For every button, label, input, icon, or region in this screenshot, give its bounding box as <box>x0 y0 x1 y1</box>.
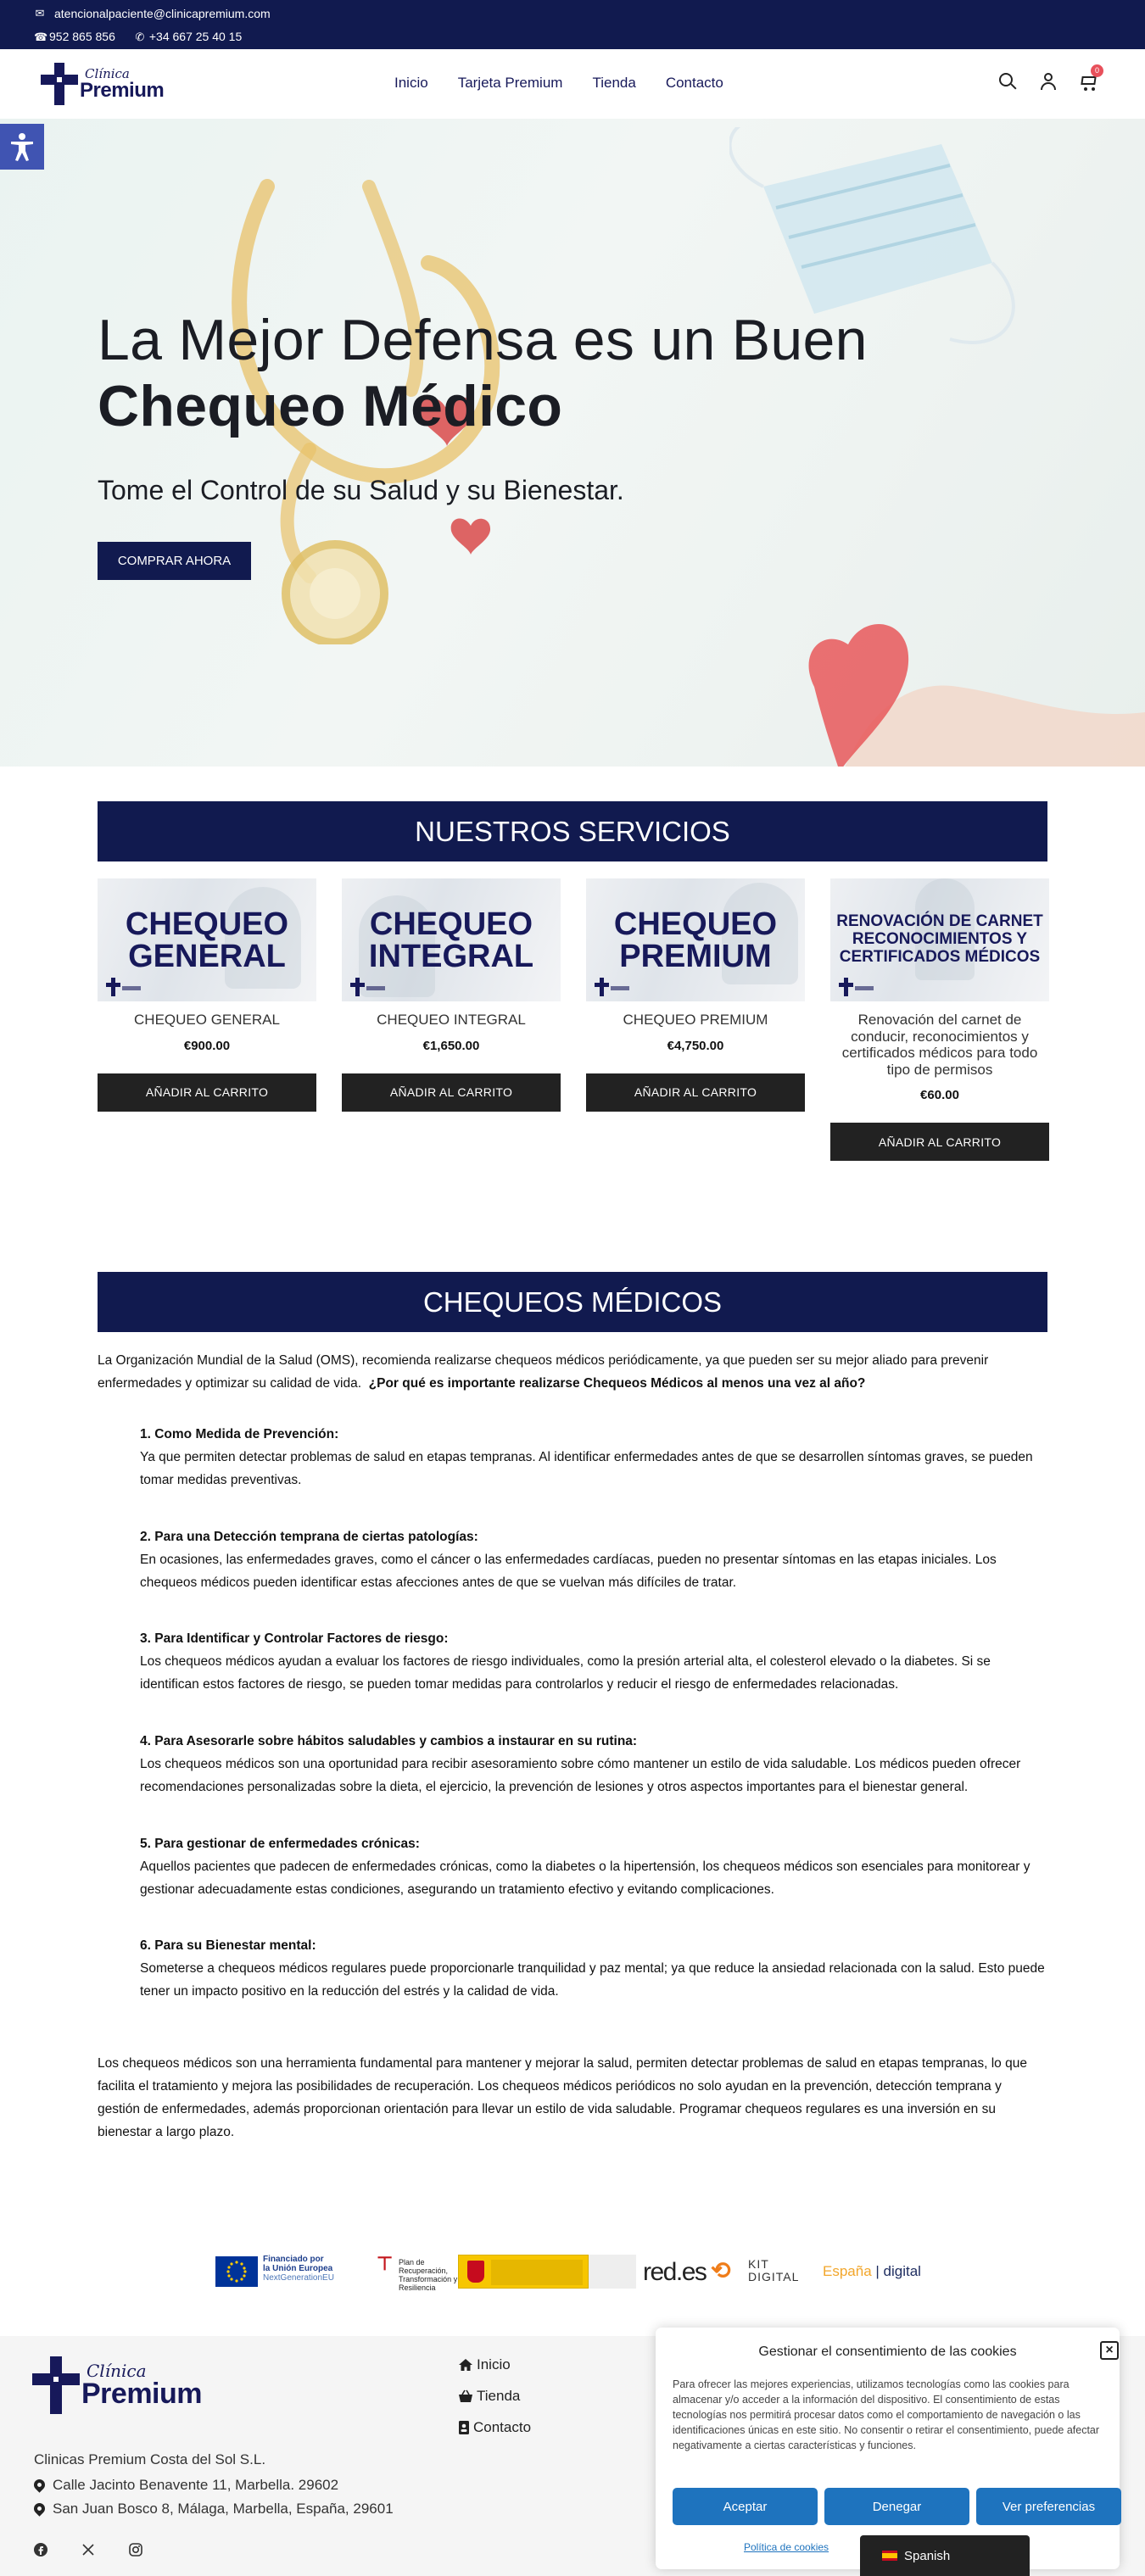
facebook-icon[interactable] <box>34 2543 47 2561</box>
checkup-point <box>140 1832 1047 1901</box>
address-line: Calle Jacinto Benavente 11, Marbella. 29602 <box>34 2477 338 2494</box>
add-to-cart-button[interactable]: AÑADIR AL CARRITO <box>98 1073 316 1112</box>
accessibility-icon <box>9 132 35 161</box>
point-text: Aquellos pacientes que padecen de enfermedades crónicas, como la diabetes o la hipertensión, los chequeos médicos son esenciales para monitorear y gestionar adecuadamente estas condiciones, asegurando un tratamiento efectivo y evitando complicaciones. <box>140 1860 1030 1897</box>
site-header <box>0 49 1145 119</box>
eu-flag-icon <box>215 2256 258 2287</box>
hero-title-line2: Chequeo Médico <box>98 374 563 439</box>
intro-text: La Organización Mundial de la Salud (OMS), recomienda realizarse chequeos médicos periódicamente, ya que pueden ser su mejor aliado para prevenir enfermedades y optimizar su calidad de vida. <box>98 1353 989 1391</box>
checkups-heading: CHEQUEOS MÉDICOS <box>98 1272 1047 1332</box>
nav-contacto[interactable]: Contacto <box>665 75 723 91</box>
product-price: €60.00 <box>920 1088 959 1103</box>
hero-banner <box>0 119 1145 767</box>
spain-shield-icon <box>467 2261 484 2283</box>
checkups-closing: Los chequeos médicos son una herramienta fundamental para mantener y mejorar la salud, permiten detectar problemas de salud en etapas tempranas, lo que facilita el tratamiento y mejora las posibilidades de recuperación. Los chequeos médicos periódicos no solo ayudan en la prevención, detección temprana y gestión de enfermedades, además proporcionan orientación para llevar un estilo de vida saludable. Programar chequeos regulares es una inversión en su bienestar a largo plazo. <box>98 2056 1027 2139</box>
recovery-plan-logo: ⊤ Plan de Recuperación, Transformación y Resiliencia <box>377 2253 458 2292</box>
government-ministry-logo <box>589 2255 636 2289</box>
checkups-intro <box>98 1349 1047 1395</box>
hero-title-line1: La Mejor Defensa es un Buen <box>98 308 868 372</box>
point-text: Someterse a chequeos médicos regulares puede proporcionarle tranquilidad y paz mental; ya que reduce la ansiedad relacionada con la salud. Esto puede tener un impacto positivo en la reducción del estrés y la calidad de vida. <box>140 1961 1045 1999</box>
product-name[interactable]: Renovación del carnet de conducir, reconocimientos y certificados médicos para todo tipo de permisos <box>841 1012 1038 1078</box>
accessibility-button[interactable] <box>0 124 44 170</box>
add-to-cart-button[interactable]: AÑADIR AL CARRITO <box>830 1123 1049 1161</box>
hero-title <box>98 307 946 439</box>
product-thumbnail[interactable] <box>98 878 316 1001</box>
product-card <box>586 878 805 1161</box>
point-title: 3. Para Identificar y Controlar Factores de riesgo: <box>140 1631 449 1646</box>
product-card <box>98 878 316 1161</box>
cookie-consent-dialog <box>656 2328 1120 2569</box>
footer-link-contacto[interactable]: Contacto <box>458 2419 531 2436</box>
contact-phone[interactable]: 952 865 856 <box>49 30 115 43</box>
instagram-icon[interactable] <box>129 2543 142 2561</box>
cookie-body: Para ofrecer las mejores experiencias, utilizamos tecnologías como las cookies para almacenar y/o acceder a la información del dispositivo. El consentimiento de estas tecnologías nos permitirá procesar datos como el comportamiento de navegación o las identificaciones únicas en este sitio. No consentir o retirar el consentimiento, puede afectar negativamente a ciertas características y funciones. <box>673 2378 1100 2451</box>
logo-cross-icon <box>41 63 78 105</box>
cookie-preferences-button[interactable]: Ver preferencias <box>976 2488 1121 2525</box>
comprar-ahora-button[interactable]: COMPRAR AHORA <box>98 542 251 580</box>
kit-digital-mark-icon: ⟲ <box>711 2257 731 2283</box>
product-grid <box>98 878 1047 1161</box>
thumb-logo-icon <box>839 978 876 996</box>
thumb-logo-icon <box>106 978 143 996</box>
point-text: Los chequeos médicos ayudan a evaluar los factores de riesgo individuales, como la presión arterial alta, el colesterol elevado o la diabetes. Si se identifican estos factores de riesgo, se pueden tomar medidas para controlarlos y reducir el riesgo de enfermedades relacionadas. <box>140 1654 991 1692</box>
footer-logo-line2: Premium <box>81 2378 202 2410</box>
point-text: Los chequeos médicos son una oportunidad para recibir asesoramiento sobre cómo mantener un estilo de vida saludable. Los médicos pueden ofrecer recomendaciones personalizadas sobre la dieta, el ejercicio, la prevención de lesiones y otros aspectos importantes para el bienestar general. <box>140 1757 1021 1794</box>
checkup-point <box>140 1423 1047 1492</box>
checkup-point <box>140 1730 1047 1798</box>
top-contact-bar <box>0 0 1145 49</box>
cookie-title: Gestionar el consentimiento de las cookies <box>758 2345 1017 2359</box>
checkup-point <box>140 1525 1047 1594</box>
contact-card-icon <box>458 2421 470 2434</box>
basket-icon <box>458 2389 473 2403</box>
product-thumbnail[interactable] <box>830 878 1049 1001</box>
point-title: 5. Para gestionar de enfermedades crónicas: <box>140 1837 420 1851</box>
thumb-title: RENOVACIÓN DE CARNET RECONOCIMIENTOS Y CERTIFICADOS MÉDICOS <box>836 912 1043 966</box>
header-icons <box>997 66 1099 92</box>
cart-count-badge: 0 <box>1091 64 1103 77</box>
footer-link-inicio[interactable]: Inicio <box>458 2356 511 2373</box>
eu-funding-text: Financiado por la Unión Europea NextGenerationEU <box>263 2255 334 2283</box>
user-icon[interactable] <box>1038 71 1058 92</box>
close-icon[interactable]: × <box>1100 2341 1119 2360</box>
logo-line2: Premium <box>80 78 165 102</box>
thumb-logo-icon <box>595 978 632 996</box>
product-thumbnail[interactable] <box>586 878 805 1001</box>
product-name[interactable]: CHEQUEO GENERAL <box>134 1012 280 1028</box>
whatsapp-icon: ✆ <box>135 31 145 43</box>
government-spain-logo <box>458 2255 589 2289</box>
cart-icon[interactable] <box>1079 66 1099 92</box>
language-switcher[interactable] <box>860 2535 1030 2576</box>
product-price: €4,750.00 <box>667 1038 724 1053</box>
footer-logo[interactable] <box>32 2356 202 2414</box>
recovery-plan-mark-icon: ⊤ <box>377 2253 394 2274</box>
checkup-point <box>140 1934 1047 2003</box>
footer-logo-line1: Clínica <box>87 2361 147 2381</box>
services-heading: NUESTROS SERVICIOS <box>98 801 1047 861</box>
nav-inicio[interactable]: Inicio <box>394 75 428 91</box>
envelope-icon: ✉ <box>35 7 45 20</box>
point-text: Ya que permiten detectar problemas de salud en etapas tempranas. Al identificar enfermedades antes de que se desarrollen síntomas graves, se pueden tomar medidas preventivas. <box>140 1450 1033 1487</box>
main-nav <box>394 73 723 93</box>
map-pin-icon <box>31 2477 47 2492</box>
thumb-title: CHEQUEO INTEGRAL <box>368 906 534 974</box>
spain-flag-icon <box>882 2551 897 2561</box>
add-to-cart-button[interactable]: AÑADIR AL CARRITO <box>586 1073 805 1112</box>
site-logo[interactable] <box>41 63 164 105</box>
hand-heart-illustration <box>738 577 1145 767</box>
red-es-logo: red.es <box>643 2258 707 2286</box>
address-line: San Juan Bosco 8, Málaga, Marbella, España, 29601 <box>34 2501 394 2517</box>
logo-cross-icon <box>32 2356 80 2414</box>
hero-subtitle: Tome el Control de su Salud y su Bienestar. <box>98 475 624 505</box>
funding-logos: Financiado por la Unión Europea NextGenerationEU ⊤ Plan de Recuperación, Transformación y Resiliencia red.es ⟲ KIT DIGITAL España | digital <box>215 2253 945 2292</box>
x-icon[interactable] <box>81 2543 95 2561</box>
product-card <box>342 878 561 1161</box>
intro-question: ¿Por qué es importante realizarse Chequeos Médicos al menos una vez al año? <box>368 1376 866 1391</box>
point-text: En ocasiones, las enfermedades graves, como el cáncer o las enfermedades cardíacas, pueden no presentar síntomas en las etapas iniciales. Los chequeos médicos pueden identificar estas afecciones antes de que se vuelvan más difíciles de tratar. <box>140 1553 997 1590</box>
logo-line1: Clínica <box>85 65 130 81</box>
company-name: Clinicas Premium Costa del Sol S.L. <box>34 2451 266 2467</box>
product-card <box>830 878 1049 1161</box>
checkup-point <box>140 1627 1047 1696</box>
home-icon <box>458 2358 473 2372</box>
product-thumbnail[interactable] <box>342 878 561 1001</box>
product-price: €1,650.00 <box>422 1038 480 1053</box>
contact-whatsapp[interactable]: +34 667 25 40 15 <box>148 30 243 43</box>
thumb-logo-icon <box>350 978 388 996</box>
espana-digital-logo: España | digital <box>823 2263 921 2279</box>
nav-tienda[interactable]: Tienda <box>592 75 636 91</box>
search-icon[interactable] <box>997 71 1018 92</box>
thumb-title: CHEQUEO GENERAL <box>125 906 289 974</box>
point-title: 2. Para una Detección temprana de ciertas patologías: <box>140 1530 478 1544</box>
point-title: 6. Para su Bienestar mental: <box>140 1938 316 1953</box>
nav-tarjeta-premium[interactable]: Tarjeta Premium <box>457 75 563 91</box>
map-pin-icon <box>31 2501 47 2516</box>
thumb-title: CHEQUEO PREMIUM <box>613 906 778 974</box>
language-label: Spanish <box>904 2548 951 2563</box>
cookie-deny-button[interactable]: Denegar <box>824 2488 969 2525</box>
add-to-cart-button[interactable]: AÑADIR AL CARRITO <box>342 1073 561 1112</box>
point-title: 4. Para Asesorarle sobre hábitos saludables y cambios a instaurar en su rutina: <box>140 1734 638 1748</box>
contact-email[interactable]: atencionalpaciente@clinicapremium.com <box>54 7 271 20</box>
product-name[interactable]: CHEQUEO PREMIUM <box>623 1012 768 1028</box>
product-price: €900.00 <box>183 1038 231 1053</box>
cookie-policy-link[interactable]: Política de cookies <box>744 2541 829 2553</box>
cookie-accept-button[interactable]: Aceptar <box>673 2488 818 2525</box>
footer-link-tienda[interactable]: Tienda <box>458 2388 520 2405</box>
product-name[interactable]: CHEQUEO INTEGRAL <box>377 1012 526 1028</box>
phone-icon: ☎ <box>34 31 48 43</box>
point-title: 1. Como Medida de Prevención: <box>140 1427 339 1441</box>
